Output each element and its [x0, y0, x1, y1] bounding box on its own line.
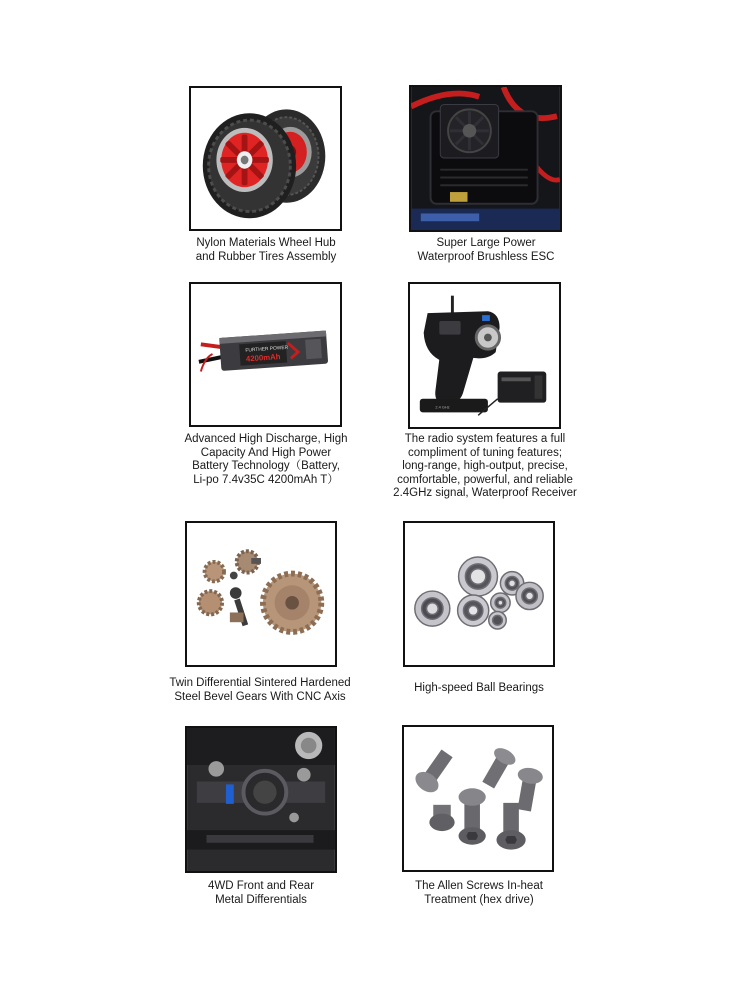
radio-transmitter-image	[408, 282, 561, 429]
caption-battery: Advanced High Discharge, High Capacity And High Power Battery Technology（Battery, Li-po 7.4v35C 4200mAh T）	[184, 433, 348, 486]
caption-bevel-gears: Twin Differential Sintered Hardened Steel Bevel Gears With CNC Axis	[169, 677, 351, 703]
caption-ball-bearings: High-speed Ball Bearings	[414, 682, 544, 694]
bevel-gears-image	[185, 521, 337, 667]
caption-differential: 4WD Front and Rear Metal Differentials	[207, 880, 315, 906]
battery-image	[189, 282, 342, 427]
battery-capacity-label: 4200mAh	[245, 352, 281, 364]
svg-text:2.4 GHz: 2.4 GHz	[435, 404, 450, 410]
esc-image	[409, 85, 562, 232]
differential-image	[185, 726, 337, 873]
ball-bearings-image	[403, 521, 555, 667]
wheels-tires-image	[189, 86, 342, 231]
allen-screws-image	[402, 725, 554, 872]
battery-brand-label: FURTHER POWER	[245, 345, 289, 354]
caption-wheels-tires: Nylon Materials Wheel Hub and Rubber Tires Assembly	[195, 237, 337, 263]
caption-esc: Super Large Power Waterproof Brushless ESC	[417, 237, 555, 263]
caption-radio: The radio system features a full compliment of tuning features; long-range, high-output, precise, comfortable, powerful, and reliable 2.4GHz signal, Waterproof Receiver	[393, 433, 577, 499]
caption-allen-screws: The Allen Screws In-heat Treatment (hex drive)	[415, 880, 543, 906]
